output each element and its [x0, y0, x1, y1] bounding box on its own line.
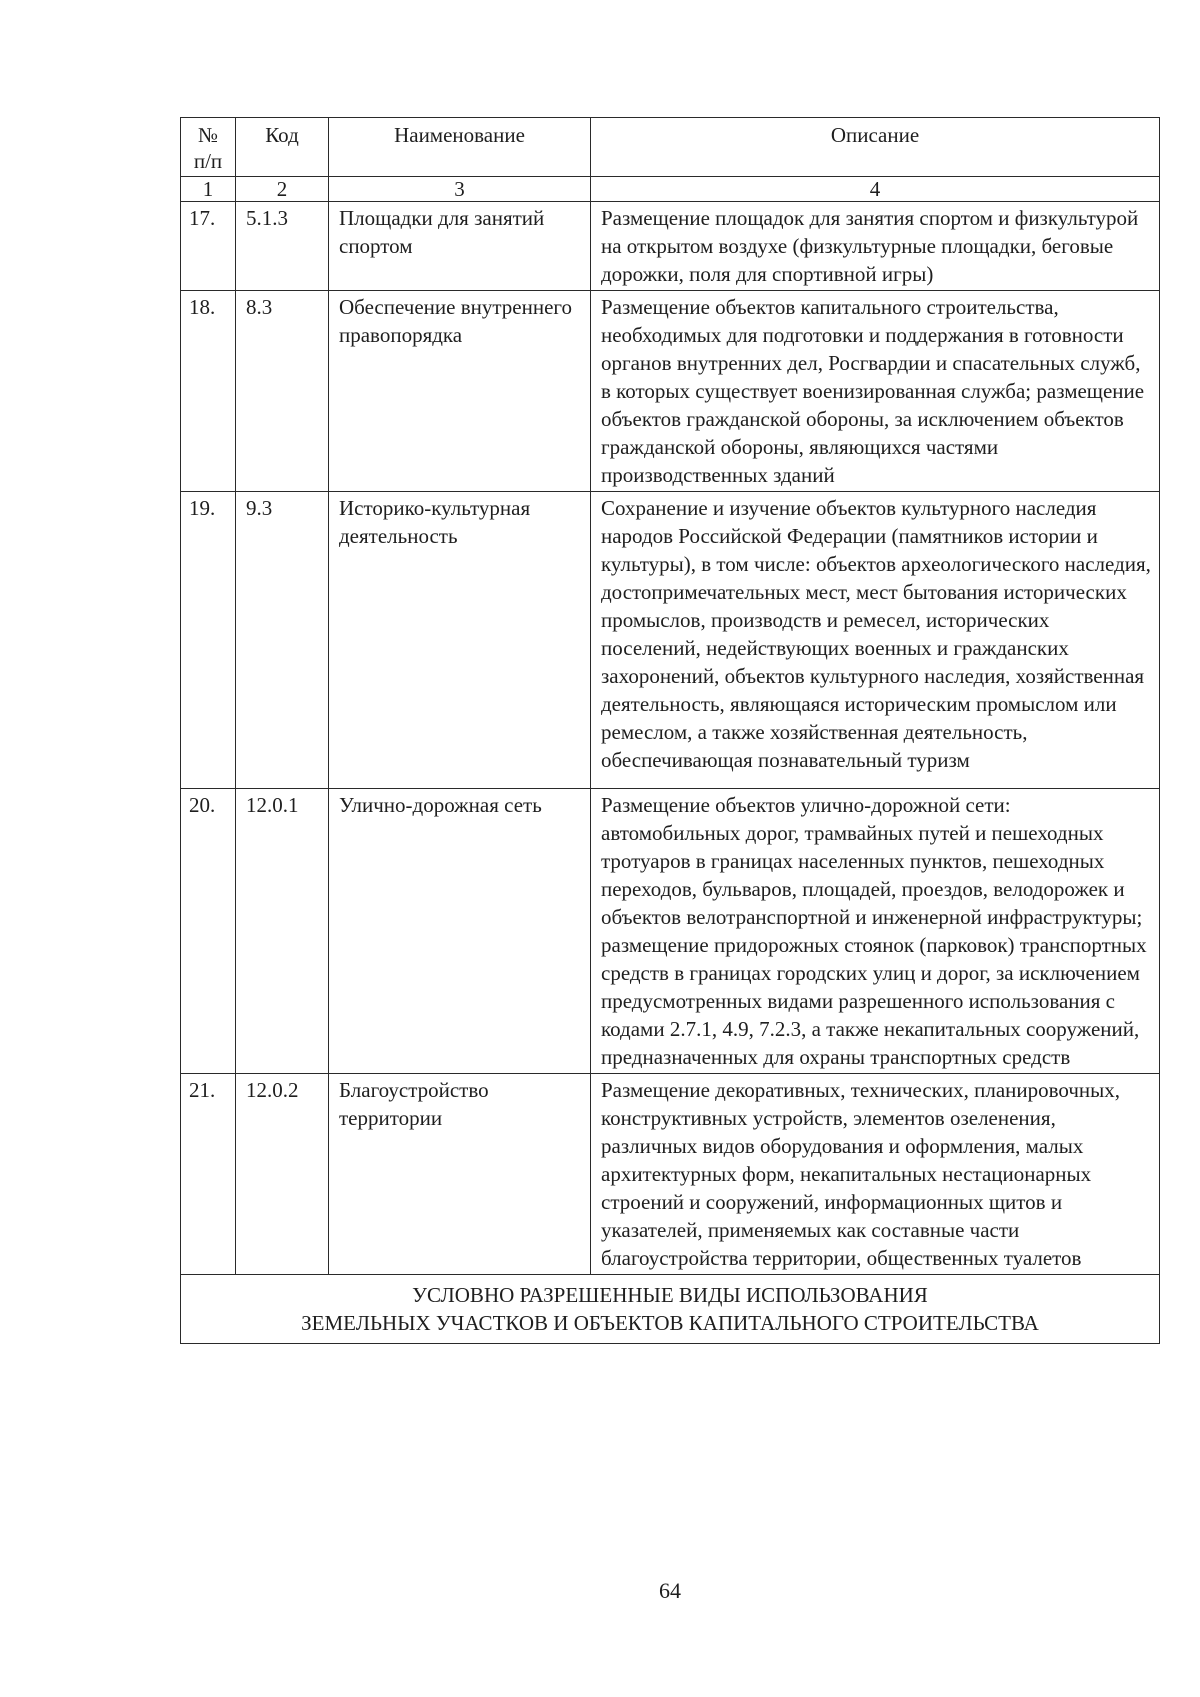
row-code: 12.0.2	[236, 1074, 329, 1275]
row-description: Размещение площадок для занятия спортом и физкультурой на открытом воздухе (физкультурные площадки, беговые дорожки, поля для спортивной игры)	[591, 202, 1160, 291]
column-number: 4	[591, 177, 1160, 202]
table-row	[181, 492, 1160, 789]
row-code: 5.1.3	[236, 202, 329, 291]
section-heading-row	[181, 1275, 1160, 1344]
row-description: Сохранение и изучение объектов культурного наследия народов Российской Федерации (памятников истории и культуры), в том числе: объектов археологического наследия, достопримечательных мест, мест бытования исторических промыслов, производств и ремесел, исторических поселений, недействующих военных и гражданских захоронений, объектов культурного наследия, хозяйственная деятельность, являющаяся историческим промыслом или ремеслом, а также хозяйственная деятельность, обеспечивающая познавательный туризм	[591, 492, 1160, 789]
header-description: Описание	[591, 118, 1160, 177]
row-name: Обеспечение внутреннего правопорядка	[329, 291, 591, 492]
row-description: Размещение объектов улично-дорожной сети: автомобильных дорог, трамвайных путей и пешеходных тротуаров в границах населенных пунктов, пешеходных переходов, бульваров, площадей, проездов, велодорожек и объектов велотранспортной и инженерной инфраструктуры; размещение придорожных стоянок (парковок) транспортных средств в границах городских улиц и дорог, за исключением предусмотренных видами разрешенного использования с кодами 2.7.1, 4.9, 7.2.3, а также некапитальных сооружений, предназначенных для охраны транспортных средств	[591, 789, 1160, 1074]
row-num: 20.	[181, 789, 236, 1074]
row-description: Размещение объектов капитального строительства, необходимых для подготовки и поддержания в готовности органов внутренних дел, Росгвардии и спасательных служб, в которых существует военизированная служба; размещение объектов гражданской обороны, за исключением объектов гражданской обороны, являющихся частями производственных зданий	[591, 291, 1160, 492]
row-name: Историко-культурная деятельность	[329, 492, 591, 789]
row-code: 8.3	[236, 291, 329, 492]
header-num: № п/п	[181, 118, 236, 177]
row-name: Площадки для занятий спортом	[329, 202, 591, 291]
table-row	[181, 789, 1160, 1074]
row-name: Улично-дорожная сеть	[329, 789, 591, 1074]
row-name: Благоустройство территории	[329, 1074, 591, 1275]
section-heading-line2: ЗЕМЕЛЬНЫХ УЧАСТКОВ И ОБЪЕКТОВ КАПИТАЛЬНОГО СТРОИТЕЛЬСТВА	[301, 1311, 1039, 1335]
row-num: 21.	[181, 1074, 236, 1275]
table-header-row	[181, 118, 1160, 177]
row-description: Размещение декоративных, технических, планировочных, конструктивных устройств, элементов озеленения, различных видов оборудования и оформления, малых архитектурных форм, некапитальных нестационарных строений и сооружений, информационных щитов и указателей, применяемых как составные части благоустройства территории, общественных туалетов	[591, 1074, 1160, 1275]
column-number: 1	[181, 177, 236, 202]
header-name: Наименование	[329, 118, 591, 177]
column-number: 3	[329, 177, 591, 202]
table-row	[181, 202, 1160, 291]
row-code: 9.3	[236, 492, 329, 789]
land-use-table	[180, 117, 1160, 1344]
row-num: 18.	[181, 291, 236, 492]
column-numbers-row	[181, 177, 1160, 202]
row-code: 12.0.1	[236, 789, 329, 1074]
table-row	[181, 1074, 1160, 1275]
page-number: 64	[659, 1578, 681, 1603]
column-number: 2	[236, 177, 329, 202]
section-heading-line1: УСЛОВНО РАЗРЕШЕННЫЕ ВИДЫ ИСПОЛЬЗОВАНИЯ	[412, 1283, 928, 1307]
header-code: Код	[236, 118, 329, 177]
table-row	[181, 291, 1160, 492]
row-num: 17.	[181, 202, 236, 291]
section-heading	[181, 1275, 1160, 1344]
row-num: 19.	[181, 492, 236, 789]
